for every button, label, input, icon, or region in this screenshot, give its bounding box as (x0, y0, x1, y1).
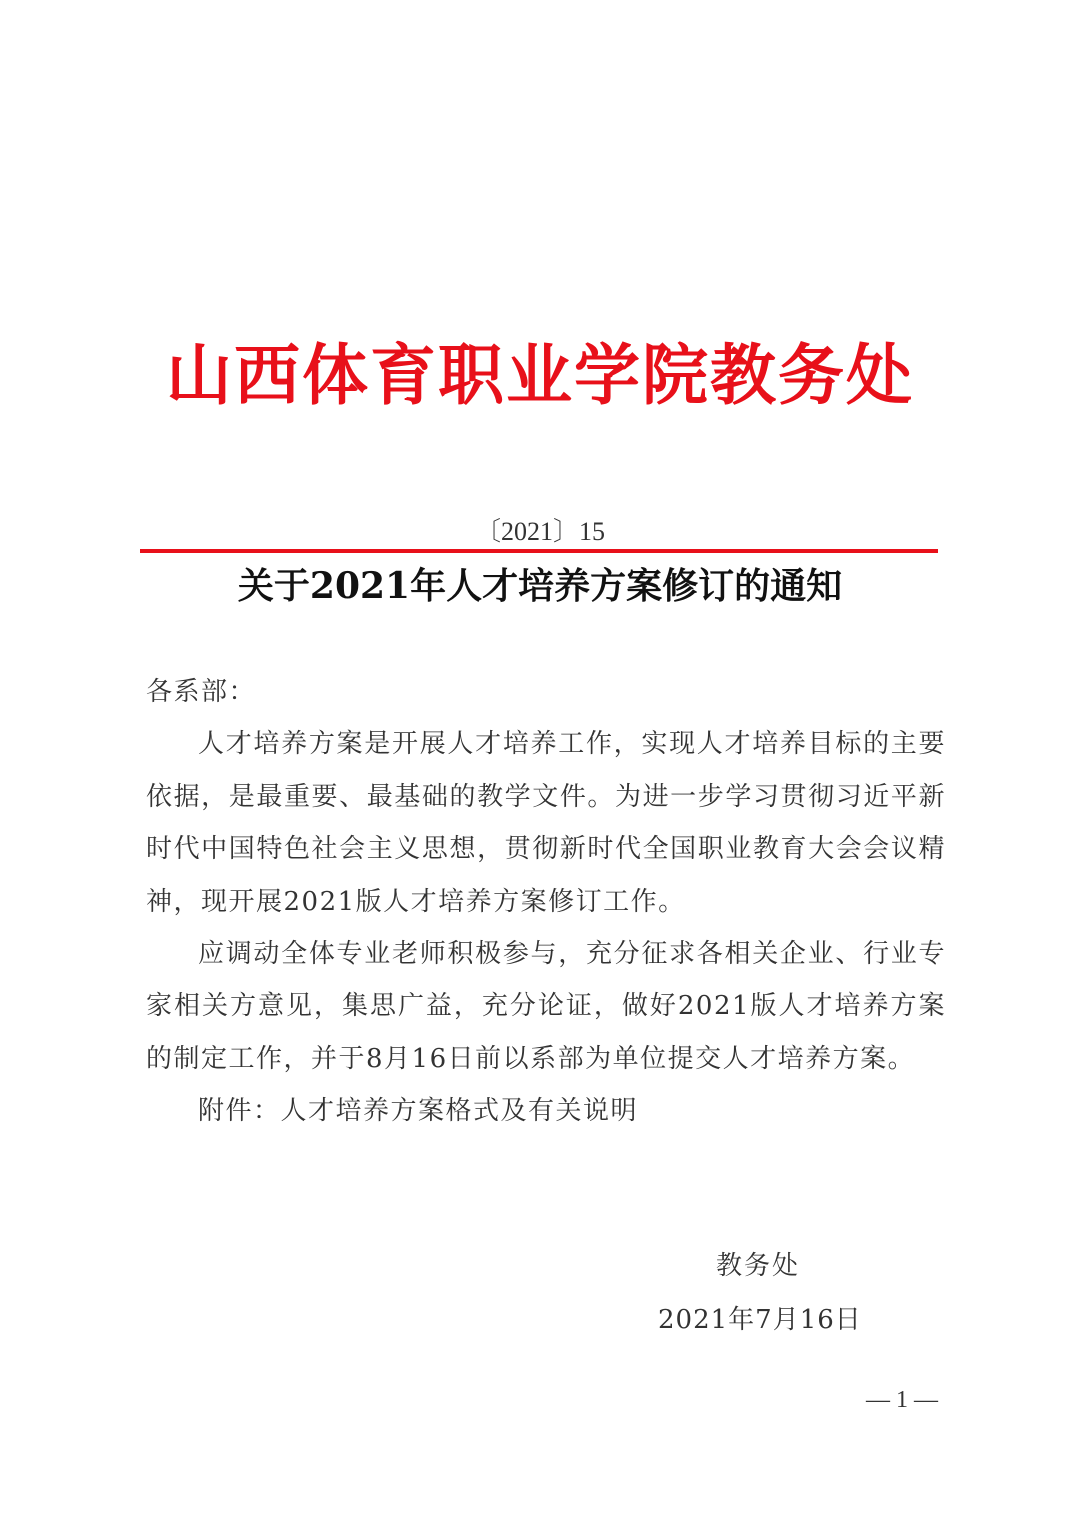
signature-date: 2021年7月16日 (658, 1305, 862, 1335)
document-body (146, 666, 946, 1138)
paragraph-requirements: 应调动全体专业老师积极参与，充分征求各相关企业、行业专家相关方意见，集思广益，充分论证，做好2021版人才培养方案的制定工作，并于8月16日前以系部为单位提交人才培养方案。 (146, 939, 946, 1074)
red-divider-rule (140, 549, 938, 553)
attachment-note: 附件：人才培养方案格式及有关说明 (198, 1096, 639, 1127)
signature-department: 教务处 (716, 1251, 801, 1281)
document-title: 关于2021年人才培养方案修订的通知 (237, 565, 843, 607)
document-number: 〔2021〕15 (474, 517, 605, 546)
salutation: 各系部： (146, 677, 257, 707)
issuing-organization-header: 山西体育职业学院教务处 (166, 336, 914, 414)
page-number: — 1 — (866, 1387, 938, 1413)
paragraph-purpose: 人才培养方案是开展人才培养工作，实现人才培养目标的主要依据，是最重要、最基础的教学文件。为进一步学习贯彻习近平新时代中国特色社会主义思想，贯彻新时代全国职业教育大会会议精神，现开展2021版人才培养方案修订工作。 (146, 729, 946, 917)
